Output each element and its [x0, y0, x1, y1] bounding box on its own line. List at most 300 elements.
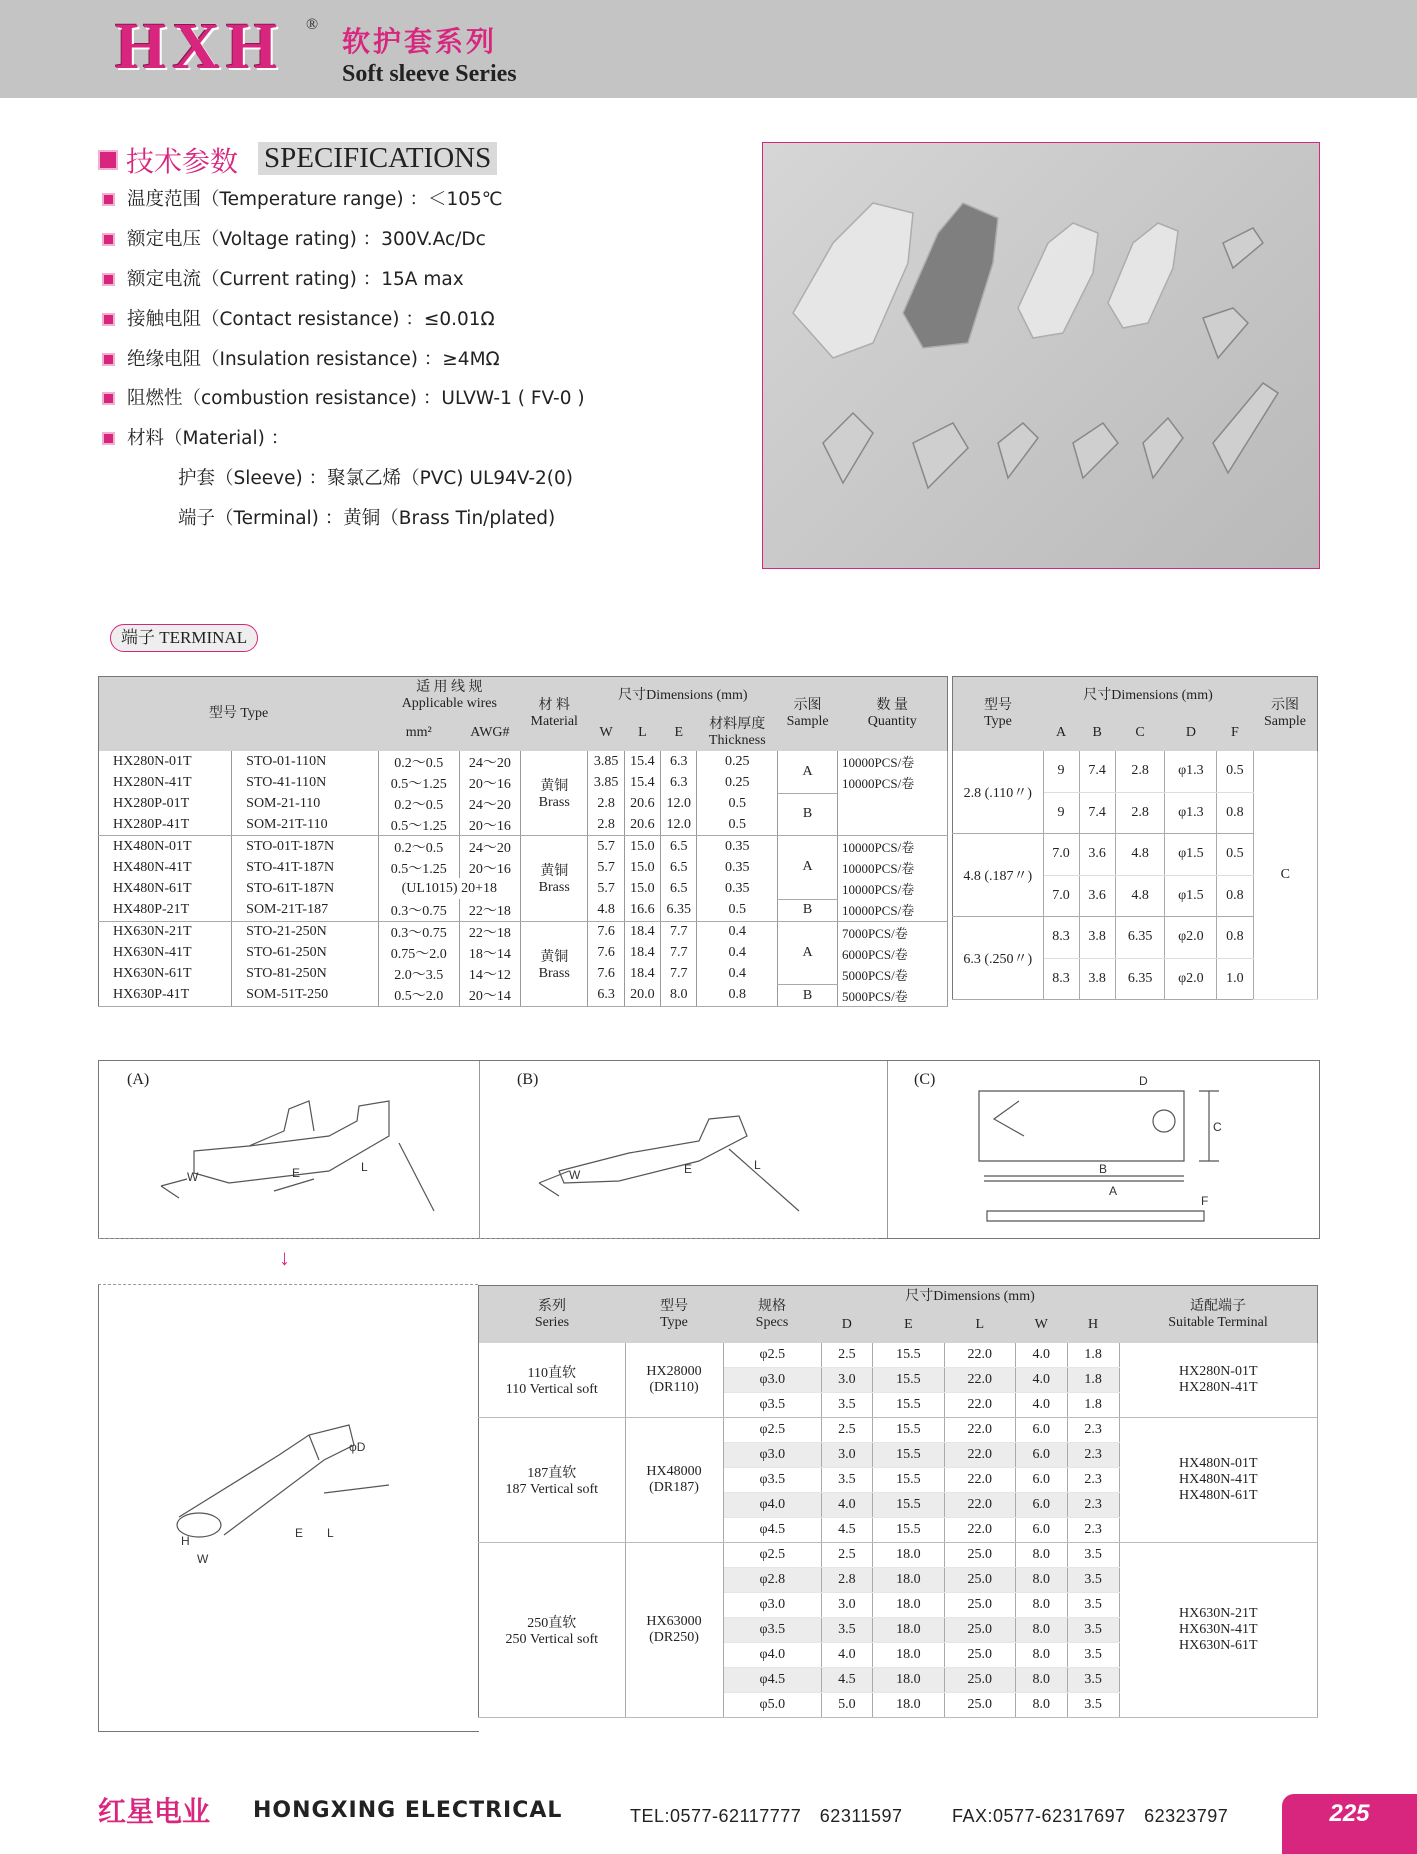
cell-awg: 24～20 — [459, 751, 520, 772]
dim-w-label: W — [187, 1170, 199, 1184]
cell-h: 1.8 — [1067, 1368, 1119, 1393]
cell-l: 22.0 — [944, 1368, 1015, 1393]
cell-thickness: 0.5 — [697, 793, 778, 814]
col-b: B — [1079, 715, 1115, 751]
cell-e: 18.0 — [873, 1643, 944, 1668]
col-dimensions: 尺寸Dimensions (mm) — [588, 677, 778, 716]
cell-type: HX280P-41T — [99, 814, 232, 836]
specs-title-en: SPECIFICATIONS — [258, 142, 497, 175]
dim-phi-d-label: φD — [349, 1440, 366, 1454]
cell-specs: φ3.5 — [723, 1393, 821, 1418]
spec-insulation-resistance: 绝缘电阻（Insulation resistance) ：≥4MΩ — [102, 345, 500, 371]
material-cn: 黄铜 — [540, 864, 569, 880]
cell-mm2: (UL1015) 20+18 — [378, 878, 520, 899]
cell-l: 15.0 — [624, 857, 660, 878]
cell-a: 9 — [1043, 751, 1079, 792]
col-series: 系列 Series — [479, 1286, 626, 1344]
cell-w: 2.8 — [588, 814, 624, 836]
cell-a: 8.3 — [1043, 917, 1079, 959]
dim-e-label: E — [684, 1162, 693, 1176]
fax: FAX:0577-62317697 62323797 — [952, 1806, 1229, 1826]
cell-e: 18.0 — [873, 1668, 944, 1693]
cell-l: 22.0 — [944, 1518, 1015, 1543]
cell-w: 6.0 — [1015, 1468, 1067, 1493]
terminal-section-label: 端子 TERMINAL — [110, 624, 258, 652]
series-en: 250 Vertical soft — [505, 1632, 599, 1647]
col-sample: 示图 Sample — [1253, 677, 1318, 752]
cell-l: 18.4 — [624, 964, 660, 985]
dim-l-label: L — [327, 1526, 334, 1540]
cell-awg: 20～16 — [459, 814, 520, 836]
dim-a-label: A — [1109, 1184, 1118, 1198]
cell-d: 3.0 — [821, 1593, 873, 1618]
type-alias: (DR110) — [649, 1380, 699, 1395]
material-en: Brass — [538, 880, 570, 896]
arrow-down-icon: ↓ — [279, 1245, 290, 1270]
spec-current: 额定电流（Current rating) ：15A max — [102, 265, 464, 291]
cell-e: 7.7 — [661, 921, 697, 943]
cell-series — [479, 1343, 626, 1418]
suitable-terminal-item: HX480N-61T — [1178, 1488, 1258, 1503]
cell-l: 22.0 — [944, 1343, 1015, 1368]
cell-type: HX480N-61T — [99, 878, 232, 899]
cell-e: 6.3 — [661, 751, 697, 772]
cell-w: 6.0 — [1015, 1418, 1067, 1443]
cell-d: φ1.3 — [1165, 751, 1217, 792]
cell-e: 18.0 — [873, 1618, 944, 1643]
cell-b: 3.6 — [1079, 875, 1115, 917]
bullet-square-icon — [102, 313, 115, 326]
cell-type: 6.3 (.250〃) — [953, 917, 1044, 1000]
cell-e: 15.5 — [873, 1418, 944, 1443]
cell-e: 15.5 — [873, 1443, 944, 1468]
type-alias: (DR187) — [649, 1480, 699, 1495]
cell-d: 2.8 — [821, 1568, 873, 1593]
cell-thickness: 0.8 — [697, 985, 778, 1007]
cell-b: 3.6 — [1079, 834, 1115, 876]
col-thickness: 材料厚度 Thickness — [697, 715, 778, 751]
cell-quantity: 5000PCS/卷 — [837, 964, 947, 985]
type-code: HX28000 — [646, 1364, 702, 1379]
bullet-square-icon — [102, 432, 115, 445]
cell-w: 3.85 — [588, 772, 624, 793]
type-code: HX63000 — [646, 1614, 702, 1629]
bullet-square-icon — [102, 193, 115, 206]
suitable-terminal-item: HX630N-41T — [1178, 1622, 1258, 1637]
cell-d: 4.5 — [821, 1518, 873, 1543]
cell-type: HX480P-21T — [99, 899, 232, 921]
cell-sample: A — [778, 921, 838, 985]
cell-d: 2.5 — [821, 1543, 873, 1568]
cell-model: STO-01T-187N — [232, 836, 378, 858]
cell-w: 8.0 — [1015, 1643, 1067, 1668]
col-e: E — [661, 715, 697, 751]
cell-suitable-terminal — [1119, 1343, 1318, 1418]
cell-quantity — [837, 793, 947, 814]
bullet-square-icon — [102, 392, 115, 405]
cell-specs: φ3.0 — [723, 1368, 821, 1393]
cell-specs: φ3.0 — [723, 1593, 821, 1618]
series-title-en: Soft sleeve Series — [342, 61, 517, 87]
cell-series — [479, 1543, 626, 1718]
cell-mm2: 0.5～1.25 — [378, 772, 459, 793]
cell-specs: φ4.5 — [723, 1668, 821, 1693]
cell-a: 7.0 — [1043, 834, 1079, 876]
cell-l: 25.0 — [944, 1618, 1015, 1643]
cell-model: STO-81-250N — [232, 964, 378, 985]
sleeve-drawing — [98, 1285, 479, 1732]
cell-specs: φ2.5 — [723, 1418, 821, 1443]
cell-d: 4.5 — [821, 1668, 873, 1693]
cell-h: 3.5 — [1067, 1668, 1119, 1693]
product-photo — [762, 142, 1320, 569]
cell-model: STO-21-250N — [232, 921, 378, 943]
cell-specs: φ5.0 — [723, 1693, 821, 1718]
cell-b: 7.4 — [1079, 792, 1115, 834]
cell-e: 6.3 — [661, 772, 697, 793]
cell-type: HX280N-01T — [99, 751, 232, 772]
cell-f: 0.8 — [1217, 917, 1253, 959]
cell-w: 4.0 — [1015, 1393, 1067, 1418]
cell-h: 1.8 — [1067, 1343, 1119, 1368]
cell-quantity: 6000PCS/卷 — [837, 943, 947, 964]
cell-model: STO-61-250N — [232, 943, 378, 964]
col-mm2: mm² — [378, 715, 459, 751]
table-row — [99, 921, 948, 943]
bullet-square-icon — [102, 233, 115, 246]
brand-logo: HXH — [115, 10, 284, 83]
table-row — [99, 751, 948, 772]
dashed-divider — [98, 1238, 878, 1239]
cell-f: 1.0 — [1217, 958, 1253, 1000]
cell-awg: 18～14 — [459, 943, 520, 964]
cell-mm2: 0.2～0.5 — [378, 836, 459, 858]
series-cn: 250直软 — [527, 1616, 577, 1631]
cell-mm2: 0.2～0.5 — [378, 751, 459, 772]
cell-w: 8.0 — [1015, 1693, 1067, 1718]
col-w: W — [1015, 1307, 1067, 1343]
cell-l: 25.0 — [944, 1693, 1015, 1718]
table-row — [953, 751, 1318, 792]
cell-mm2: 0.5～1.25 — [378, 857, 459, 878]
cell-d: 3.5 — [821, 1618, 873, 1643]
cell-d: 3.5 — [821, 1468, 873, 1493]
cell-l: 15.0 — [624, 878, 660, 899]
cell-specs: φ2.8 — [723, 1568, 821, 1593]
suitable-terminal-item: HX280N-01T — [1178, 1364, 1258, 1379]
cell-l: 20.0 — [624, 985, 660, 1007]
suitable-terminal-item: HX280N-41T — [1178, 1380, 1258, 1395]
series-en: 187 Vertical soft — [505, 1482, 599, 1497]
cell-w: 4.8 — [588, 899, 624, 921]
cell-f: 0.8 — [1217, 875, 1253, 917]
cell-c: 2.8 — [1115, 751, 1165, 792]
cell-e: 6.5 — [661, 878, 697, 899]
cell-b: 7.4 — [1079, 751, 1115, 792]
spec-contact-resistance: 接触电阻（Contact resistance) ：≤0.01Ω — [102, 305, 495, 331]
dim-l-label: L — [361, 1160, 368, 1174]
cell-awg: 14～12 — [459, 964, 520, 985]
col-wires: 适 用 线 规 Applicable wires — [378, 677, 520, 716]
bullet-square-icon — [98, 150, 118, 170]
cell-material — [520, 751, 588, 836]
cell-d: φ1.5 — [1165, 834, 1217, 876]
cell-type — [625, 1543, 723, 1718]
dim-e-label: E — [292, 1166, 301, 1180]
cell-type: HX280P-01T — [99, 793, 232, 814]
cell-l: 25.0 — [944, 1668, 1015, 1693]
cell-w: 8.0 — [1015, 1543, 1067, 1568]
cell-e: 7.7 — [661, 943, 697, 964]
diagram-c-label: (C) — [914, 1071, 936, 1088]
page-number: 225 — [1282, 1794, 1417, 1854]
cell-d: 3.0 — [821, 1368, 873, 1393]
cell-l: 18.4 — [624, 943, 660, 964]
col-type: 型号 Type — [625, 1286, 723, 1344]
sleeve-table — [478, 1285, 1318, 1718]
cell-c: 6.35 — [1115, 958, 1165, 1000]
cell-a: 8.3 — [1043, 958, 1079, 1000]
cell-specs: φ3.5 — [723, 1618, 821, 1643]
cell-type — [625, 1343, 723, 1418]
cell-e: 12.0 — [661, 814, 697, 836]
dim-w-label: W — [569, 1168, 581, 1182]
cell-e: 6.35 — [661, 899, 697, 921]
cell-mm2: 0.2～0.5 — [378, 793, 459, 814]
cell-l: 25.0 — [944, 1568, 1015, 1593]
col-c: C — [1115, 715, 1165, 751]
cell-w: 5.7 — [588, 836, 624, 858]
cell-l: 18.4 — [624, 921, 660, 943]
cell-a: 7.0 — [1043, 875, 1079, 917]
cell-l: 25.0 — [944, 1643, 1015, 1668]
cell-e: 15.5 — [873, 1493, 944, 1518]
cell-mm2: 0.5～2.0 — [378, 985, 459, 1007]
table-row — [479, 1343, 1318, 1368]
cell-e: 12.0 — [661, 793, 697, 814]
cell-thickness: 0.4 — [697, 921, 778, 943]
cell-type: HX480N-01T — [99, 836, 232, 858]
dim-l-label: L — [754, 1158, 761, 1172]
cell-l: 25.0 — [944, 1593, 1015, 1618]
cell-awg: 24～20 — [459, 793, 520, 814]
spec-terminal: 端子（Terminal) ：黄铜（Brass Tin/plated) — [178, 508, 556, 529]
cell-l: 20.6 — [624, 793, 660, 814]
type-alias: (DR250) — [649, 1630, 699, 1645]
col-e: E — [873, 1307, 944, 1343]
cell-l: 15.0 — [624, 836, 660, 858]
spec-sleeve: 护套（Sleeve) ：聚氯乙烯（PVC) UL94V-2(0) — [178, 468, 574, 489]
cell-e: 18.0 — [873, 1568, 944, 1593]
cell-quantity: 10000PCS/卷 — [837, 857, 947, 878]
cell-type: HX280N-41T — [99, 772, 232, 793]
material-en: Brass — [538, 965, 570, 981]
cell-type: HX630N-61T — [99, 964, 232, 985]
col-dimensions: 尺寸Dimensions (mm) — [1043, 677, 1253, 716]
cell-h: 2.3 — [1067, 1443, 1119, 1468]
cell-quantity: 10000PCS/卷 — [837, 836, 947, 858]
cell-e: 18.0 — [873, 1543, 944, 1568]
cell-w: 6.0 — [1015, 1493, 1067, 1518]
cell-specs: φ3.5 — [723, 1468, 821, 1493]
cell-suitable-terminal — [1119, 1543, 1318, 1718]
cell-specs: φ4.0 — [723, 1643, 821, 1668]
cell-specs: φ4.5 — [723, 1518, 821, 1543]
cell-model: SOM-51T-250 — [232, 985, 378, 1007]
cell-l: 20.6 — [624, 814, 660, 836]
col-d: D — [1165, 715, 1217, 751]
cell-awg: 20～16 — [459, 857, 520, 878]
col-d: D — [821, 1307, 873, 1343]
cell-b: 3.8 — [1079, 958, 1115, 1000]
cell-mm2: 2.0～3.5 — [378, 964, 459, 985]
cell-sample: C — [1253, 751, 1318, 1000]
col-w: W — [588, 715, 624, 751]
cell-c: 6.35 — [1115, 917, 1165, 959]
diagram-b-label: (B) — [517, 1071, 539, 1088]
cell-c: 4.8 — [1115, 834, 1165, 876]
cell-mm2: 0.3～0.75 — [378, 899, 459, 921]
telephone: TEL:0577-62117777 62311597 — [630, 1806, 903, 1826]
cell-model: STO-41T-187N — [232, 857, 378, 878]
table-row — [99, 836, 948, 858]
col-specs: 规格 Specs — [723, 1286, 821, 1344]
bullet-square-icon — [102, 353, 115, 366]
diagram-drawings — [99, 1061, 1319, 1238]
cell-specs: φ4.0 — [723, 1493, 821, 1518]
diagram-a-label: (A) — [127, 1071, 150, 1088]
cell-w: 7.6 — [588, 943, 624, 964]
cell-w: 8.0 — [1015, 1568, 1067, 1593]
col-awg: AWG# — [459, 715, 520, 751]
cell-w: 5.7 — [588, 857, 624, 878]
cell-thickness: 0.35 — [697, 836, 778, 858]
cell-mm2: 0.5～1.25 — [378, 814, 459, 836]
col-a: A — [1043, 715, 1079, 751]
cell-e: 7.7 — [661, 964, 697, 985]
cell-specs: φ2.5 — [723, 1343, 821, 1368]
cell-d: φ2.0 — [1165, 917, 1217, 959]
cell-w: 8.0 — [1015, 1618, 1067, 1643]
cell-w: 2.8 — [588, 793, 624, 814]
col-l: L — [944, 1307, 1015, 1343]
cell-series — [479, 1418, 626, 1543]
terminal-table — [98, 676, 948, 1007]
dim-b-label: B — [1099, 1162, 1108, 1176]
cell-type: HX630N-21T — [99, 921, 232, 943]
dim-h-label: H — [181, 1534, 190, 1548]
cell-l: 22.0 — [944, 1443, 1015, 1468]
cell-type: HX630N-41T — [99, 943, 232, 964]
cell-thickness: 0.25 — [697, 751, 778, 772]
cell-h: 3.5 — [1067, 1618, 1119, 1643]
col-f: F — [1217, 715, 1253, 751]
terminal-tab-table — [952, 676, 1318, 1000]
cell-model: STO-41-110N — [232, 772, 378, 793]
cell-w: 8.0 — [1015, 1593, 1067, 1618]
cell-awg: 22～18 — [459, 899, 520, 921]
cell-b: 3.8 — [1079, 917, 1115, 959]
cell-d: φ1.5 — [1165, 875, 1217, 917]
cell-awg: 22～18 — [459, 921, 520, 943]
cell-sample: A — [778, 836, 838, 900]
suitable-terminal-item: HX630N-61T — [1178, 1638, 1258, 1653]
cell-model: STO-01-110N — [232, 751, 378, 772]
cell-w: 6.0 — [1015, 1518, 1067, 1543]
cell-w: 7.6 — [588, 921, 624, 943]
cell-model: SOM-21-110 — [232, 793, 378, 814]
cell-sample: B — [778, 793, 838, 836]
cell-w: 7.6 — [588, 964, 624, 985]
cell-w: 6.3 — [588, 985, 624, 1007]
col-dimensions: 尺寸Dimensions (mm) — [821, 1286, 1119, 1308]
cell-type: HX480N-41T — [99, 857, 232, 878]
cell-l: 22.0 — [944, 1493, 1015, 1518]
suitable-terminal-item: HX480N-01T — [1178, 1456, 1258, 1471]
table-row — [479, 1418, 1318, 1443]
cell-l: 16.6 — [624, 899, 660, 921]
cell-d: 5.0 — [821, 1693, 873, 1718]
series-cn: 187直软 — [527, 1466, 577, 1481]
cell-d: 2.5 — [821, 1418, 873, 1443]
cell-h: 2.3 — [1067, 1493, 1119, 1518]
type-code: HX48000 — [646, 1464, 702, 1479]
col-suitable: 适配端子 Suitable Terminal — [1119, 1286, 1318, 1344]
cell-e: 8.0 — [661, 985, 697, 1007]
cell-thickness: 0.35 — [697, 878, 778, 899]
cell-model: SOM-21T-110 — [232, 814, 378, 836]
cell-thickness: 0.5 — [697, 899, 778, 921]
terminal-diagrams — [98, 1060, 1320, 1239]
cell-specs: φ3.0 — [723, 1443, 821, 1468]
company-name-en: HONGXING ELECTRICAL — [253, 1798, 563, 1823]
cell-w: 5.7 — [588, 878, 624, 899]
cell-awg: 24～20 — [459, 836, 520, 858]
cell-awg: 20～14 — [459, 985, 520, 1007]
cell-sample: B — [778, 899, 838, 921]
cell-thickness: 0.25 — [697, 772, 778, 793]
cell-model: STO-61T-187N — [232, 878, 378, 899]
cell-model: SOM-21T-187 — [232, 899, 378, 921]
col-h: H — [1067, 1307, 1119, 1343]
spec-voltage: 额定电压（Voltage rating) ：300V.Ac/Dc — [102, 225, 486, 251]
bullet-square-icon — [102, 273, 115, 286]
cell-h: 2.3 — [1067, 1518, 1119, 1543]
spec-combustion: 阻燃性（combustion resistance) ：ULVW-1 ( FV-0 ) — [102, 384, 585, 410]
cell-d: 3.5 — [821, 1393, 873, 1418]
col-type: 型号 Type — [953, 677, 1044, 752]
series-cn: 110直软 — [527, 1366, 576, 1381]
dim-c-label: C — [1213, 1120, 1222, 1134]
dim-f-label: F — [1201, 1194, 1209, 1208]
cell-l: 25.0 — [944, 1543, 1015, 1568]
material-en: Brass — [538, 795, 570, 810]
cell-e: 15.5 — [873, 1468, 944, 1493]
cell-quantity: 10000PCS/卷 — [837, 772, 947, 793]
cell-suitable-terminal — [1119, 1418, 1318, 1543]
cell-a: 9 — [1043, 792, 1079, 834]
material-cn: 黄铜 — [540, 779, 569, 794]
suitable-terminal-item: HX630N-21T — [1178, 1606, 1258, 1621]
cell-thickness: 0.35 — [697, 857, 778, 878]
cell-e: 15.5 — [873, 1343, 944, 1368]
cell-h: 3.5 — [1067, 1543, 1119, 1568]
cell-f: 0.5 — [1217, 751, 1253, 792]
cell-h: 3.5 — [1067, 1568, 1119, 1593]
cell-w: 3.85 — [588, 751, 624, 772]
cell-h: 3.5 — [1067, 1693, 1119, 1718]
cell-thickness: 0.5 — [697, 814, 778, 836]
